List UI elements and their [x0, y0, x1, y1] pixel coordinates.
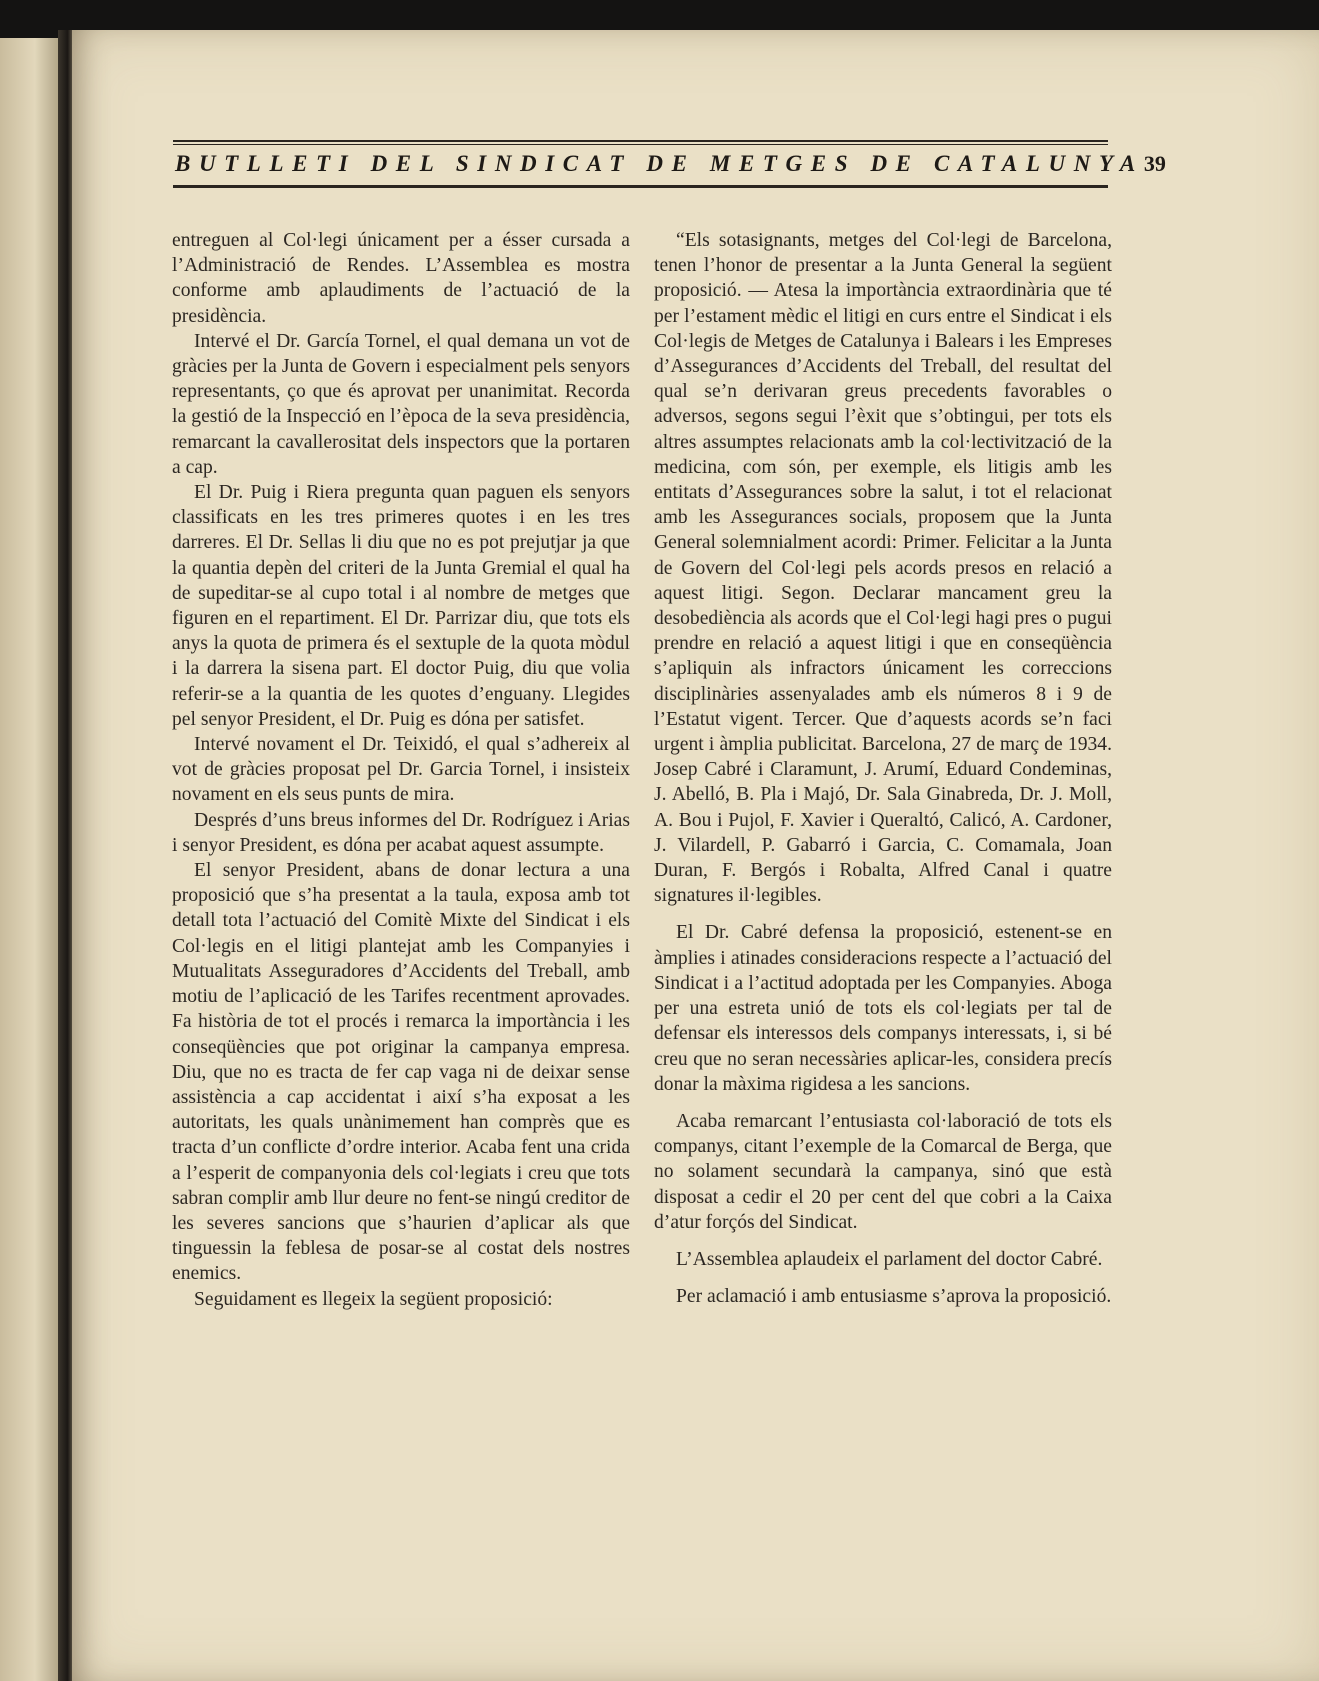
paragraph: Intervé novament el Dr. Teixidó, el qual s’adhereix al vot de gràcies proposat pel Dr. Garcia Tornel, i insisteix novament en els seus punts de mira. — [172, 734, 630, 806]
left-column — [172, 228, 630, 1312]
paragraph: El Dr. Cabré defensa la proposició, estenent-se en àmplies i atinades consideracions respecte a l’actuació del Sindicat i a l’actitud adoptada per les Companyies. Aboga per una estreta unió de tots els col·legiats per tal de defensar els interessos dels companys interessats, i, si bé creu que no seran necessàries aplicar-les, considera precís donar la màxima rigidesa a les sancions. — [654, 922, 1112, 1095]
paragraph: Intervé el Dr. García Tornel, el qual demana un vot de gràcies per la Junta de Govern i especialment pels senyors representants, ço que és aprovat per unanimitat. Recorda la gestió de la Inspecció en l’època de la seva presidència, remarcant la cavallerositat dels inspectors que la portaren a cap. — [172, 330, 630, 478]
paragraph: Després d’uns breus informes del Dr. Rodríguez i Arias i senyor President, es dóna per acabat aquest assumpte. — [172, 809, 630, 856]
paragraph: Acaba remarcant l’entusiasta col·laboració de tots els companys, citant l’exemple de la Comarcal de Berga, que no solament secundarà la campanya, sinó que està disposat a cedir el 20 per cent del que cobri a la Caixa d’atur forçós del Sindicat. — [654, 1110, 1112, 1233]
journal-title: BUTLLETI DEL SINDICAT DE METGES DE CATALUNYA — [175, 151, 1144, 176]
paragraph: L’Assemblea aplaudeix el parlament del doctor Cabré. — [676, 1248, 1103, 1270]
header-top-rule — [173, 140, 1108, 142]
running-header — [173, 140, 1166, 188]
header-line — [173, 145, 1166, 183]
paragraph: entreguen al Col·legi únicament per a ésser cursada a l’Administració de Rendes. L’Assemblea es mostra conforme amb aplaudiments de l’actuació de la presidència. — [172, 230, 630, 327]
paragraph: El senyor President, abans de donar lectura a una proposició que s’ha presentat a la taula, exposa amb tot detall tota l’actuació del Comitè Mixte del Sindicat i els Col·legis en el litigi plantejat amb les Companyies i Mutualitats Asseguradores d’Accidents del Treball, amb motiu de l’aplicació de les Tarifes recentment aprovades. Fa història de tot el procés i remarca la importància i les conseqüències que pot originar la campanya empresa. Diu, que no es tracta de fer cap vaga ni de deixar sense assistència a cap accidentat i així s’ha exposat a les autoritats, les quals unànimement han comprès que es tracta d’un conflicte d’ordre interior. Acaba fent una crida a l’esperit de companyonia dels col·legiats i creu que tots sabran complir amb llur deure no fent-se ningú creditor de les severes sancions que s’haurien d’aplicar als que tinguessin la feblesa de posar-se al costat dels nostres enemics. — [172, 860, 630, 1285]
facing-page-edge — [0, 38, 58, 1681]
right-column — [654, 228, 1112, 1309]
paragraph: “Els sotasignants, metges del Col·legi de Barcelona, tenen l’honor de presentar a la Junta General la següent proposició. — Atesa la importància extraordinària que té per l’estament mèdic el litigi en curs entre el Sindicat i els Col·legis de Metges de Catalunya i Balears i les Empreses d’Assegurances d’Accidents del Treball, del resultat del qual se’n derivaran greus precedents favorables o adversos, segons segui l’èxit que s’obtingui, per tots els altres assumptes relacionats amb la col·lectivització de la medicina, com són, per exemple, els litigis amb les entitats d’Assegurances sobre la salut, i tot el relacionat amb les Assegurances socials, proposem que la Junta General solemnialment acordi: Primer. Felicitar a la Junta de Govern del Col·legi pels acords presos en relació a aquest litigi. Segon. Declarar mancament greu la desobediència als acords que el Col·legi hagi pres o pugui prendre en relació a aquest litigi i que en conseqüència s’apliquin als infractors únicament les correccions disciplinàries assenyalades amb els números 8 i 9 de l’Estatut vigent. Tercer. Que d’aquests acords se’n faci urgent i àmplia publicitat. Barcelona, 27 de març de 1934. Josep Cabré i Claramunt, J. Arumí, Eduard Condeminas, J. Abelló, B. Pla i Majó, Dr. Sala Ginabreda, Dr. J. Moll, A. Bou i Pujol, F. Xavier i Queraltó, Calicó, A. Cardoner, J. Vilardell, P. Gabarró i Garcia, C. Comamala, Joan Duran, F. Bergós i Robalta, Alfred Canal i quatre signatures il·legibles. — [654, 230, 1112, 907]
paragraph: Seguidament es llegeix la següent proposició: — [194, 1288, 553, 1310]
header-bottom-rule — [173, 186, 1108, 188]
paragraph: El Dr. Puig i Riera pregunta quan paguen els senyors classificats en les tres primeres quotes i en les tres darreres. El Dr. Sellas li diu que no es pot prejutjar ja que la quantia depèn del criteri de la Junta Gremial el qual ha de supeditar-se al cupo total i al nombre de metges que figuren en el repartiment. El Dr. Parrizar diu, que tots els anys la quota de primera és el sextuple de la quota mòdul i la darrera la sisena part. El doctor Puig, diu que volia referir-se a la quantia de les quotes d’enguany. Llegides pel senyor President, el Dr. Puig es dóna per satisfet. — [172, 482, 630, 730]
paragraph: Per aclamació i amb entusiasme s’aprova la proposició. — [676, 1286, 1112, 1308]
page-number: 39 — [1143, 151, 1166, 176]
